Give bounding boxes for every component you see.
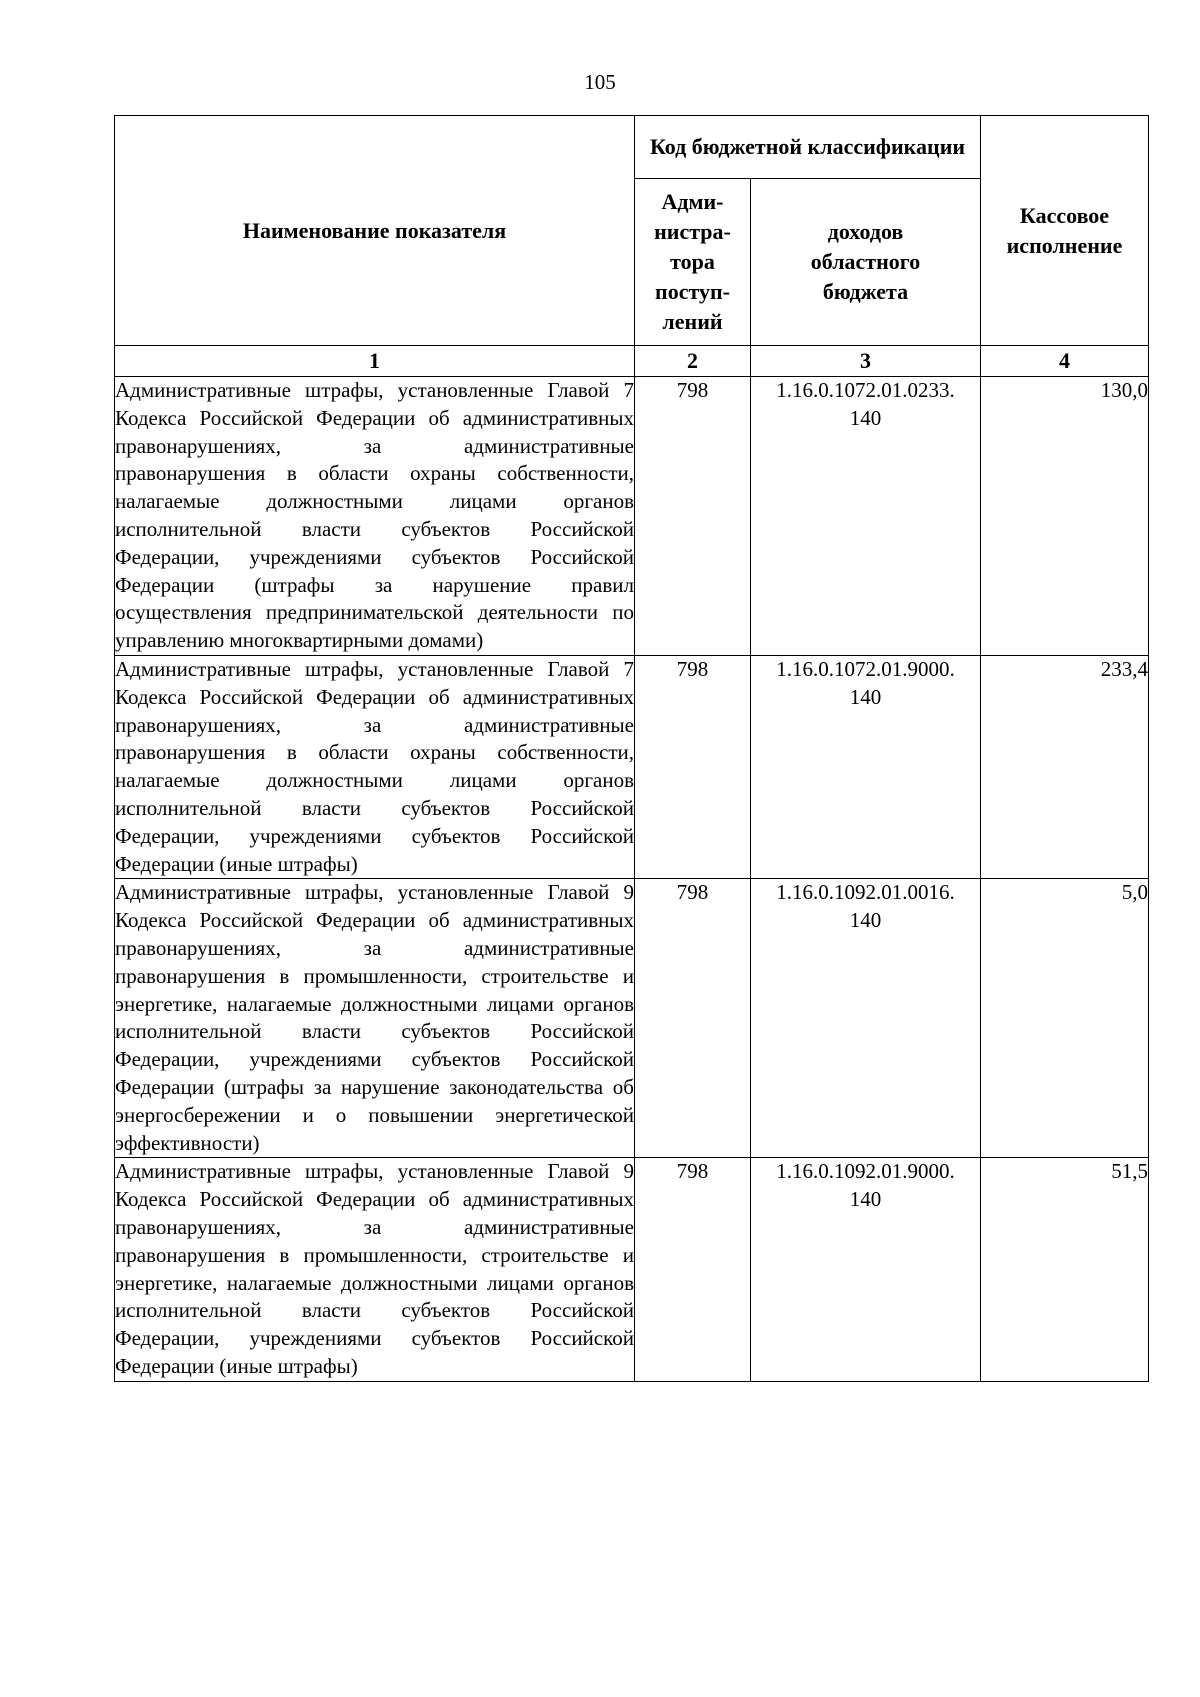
header-income <box>751 179 981 346</box>
row-income-code <box>751 377 981 656</box>
row-name: Административные штрафы, установленные Главой 7 Кодекса Российской Федерации об административных правонарушениях, за административные правонарушения в области охраны собственности, налагаемые должностными лицами органов исполнительной власти субъектов Российской Федерации, учреждениями субъектов Российской Федерации (иные штрафы) <box>115 655 635 878</box>
header-cash-line: Кассовое <box>1019 202 1110 228</box>
row-income-code <box>751 879 981 1158</box>
column-number: 1 <box>115 346 635 377</box>
table-header <box>115 116 1149 377</box>
page-number: 105 <box>584 70 616 94</box>
income-code-line: 1.16.0.1092.01.9000. <box>776 1159 955 1184</box>
row-income-code <box>751 1158 981 1381</box>
row-amount: 5,0 <box>981 879 1149 1158</box>
column-number: 2 <box>635 346 751 377</box>
header-admin-line: Адми- <box>661 189 724 214</box>
income-code-line: 140 <box>849 908 882 933</box>
row-admin-code: 798 <box>635 1158 751 1381</box>
header-admin-line: лений <box>662 309 723 334</box>
row-amount: 130,0 <box>981 377 1149 656</box>
income-code-line: 1.16.0.1092.01.0016. <box>776 880 955 905</box>
header-admin <box>635 179 751 346</box>
row-amount: 233,4 <box>981 655 1149 878</box>
income-code-line: 140 <box>849 1187 882 1212</box>
header-admin-line: поступ- <box>655 279 730 304</box>
row-amount: 51,5 <box>981 1158 1149 1381</box>
column-number: 3 <box>751 346 981 377</box>
header-admin-line: нистра- <box>654 219 731 244</box>
income-code-line: 140 <box>849 684 882 709</box>
budget-table <box>114 115 1149 1382</box>
header-income-line: доходов <box>827 219 904 244</box>
table-row <box>115 377 1149 656</box>
table-row <box>115 879 1149 1158</box>
table-body <box>115 377 1149 1382</box>
column-number-row <box>115 346 1149 377</box>
table-row <box>115 1158 1149 1381</box>
column-number: 4 <box>981 346 1149 377</box>
header-budget-code-group: Код бюджетной классификации <box>635 116 981 179</box>
header-cash-line: исполнение <box>1006 232 1123 258</box>
header-name: Наименование показателя <box>115 116 635 346</box>
header-income-line: бюджета <box>822 279 909 304</box>
row-admin-code: 798 <box>635 377 751 656</box>
header-admin-line: тора <box>670 249 715 274</box>
header-income-line: областного <box>810 249 921 274</box>
income-code-line: 1.16.0.1072.01.0233. <box>776 378 955 402</box>
income-code-line: 140 <box>849 405 882 430</box>
income-code-line: 1.16.0.1072.01.9000. <box>776 656 955 681</box>
row-name: Административные штрафы, установленные Главой 9 Кодекса Российской Федерации об административных правонарушениях, за административные правонарушения в промышленности, строительстве и энергетике, налагаемые должностными лицами органов исполнительной власти субъектов Российской Федерации, учреждениями субъектов Российской Федерации (штрафы за нарушение законодательства об энергосбережении и о повышении энергетической эффективности) <box>115 879 635 1158</box>
header-cash-execution <box>981 116 1149 346</box>
row-name: Административные штрафы, установленные Главой 7 Кодекса Российской Федерации об административных правонарушениях, за административные правонарушения в области охраны собственности, налагаемые должностными лицами органов исполнительной власти субъектов Российской Федерации, учреждениями субъектов Российской Федерации (штрафы за нарушение правил осуществления предпринимательской деятельности по управлению многоквартирными домами) <box>115 377 635 656</box>
row-income-code <box>751 655 981 878</box>
row-admin-code: 798 <box>635 879 751 1158</box>
row-admin-code: 798 <box>635 655 751 878</box>
table-row <box>115 655 1149 878</box>
row-name: Административные штрафы, установленные Главой 9 Кодекса Российской Федерации об административных правонарушениях, за административные правонарушения в промышленности, строительстве и энергетике, налагаемые должностными лицами органов исполнительной власти субъектов Российской Федерации, учреждениями субъектов Российской Федерации (иные штрафы) <box>115 1158 635 1381</box>
